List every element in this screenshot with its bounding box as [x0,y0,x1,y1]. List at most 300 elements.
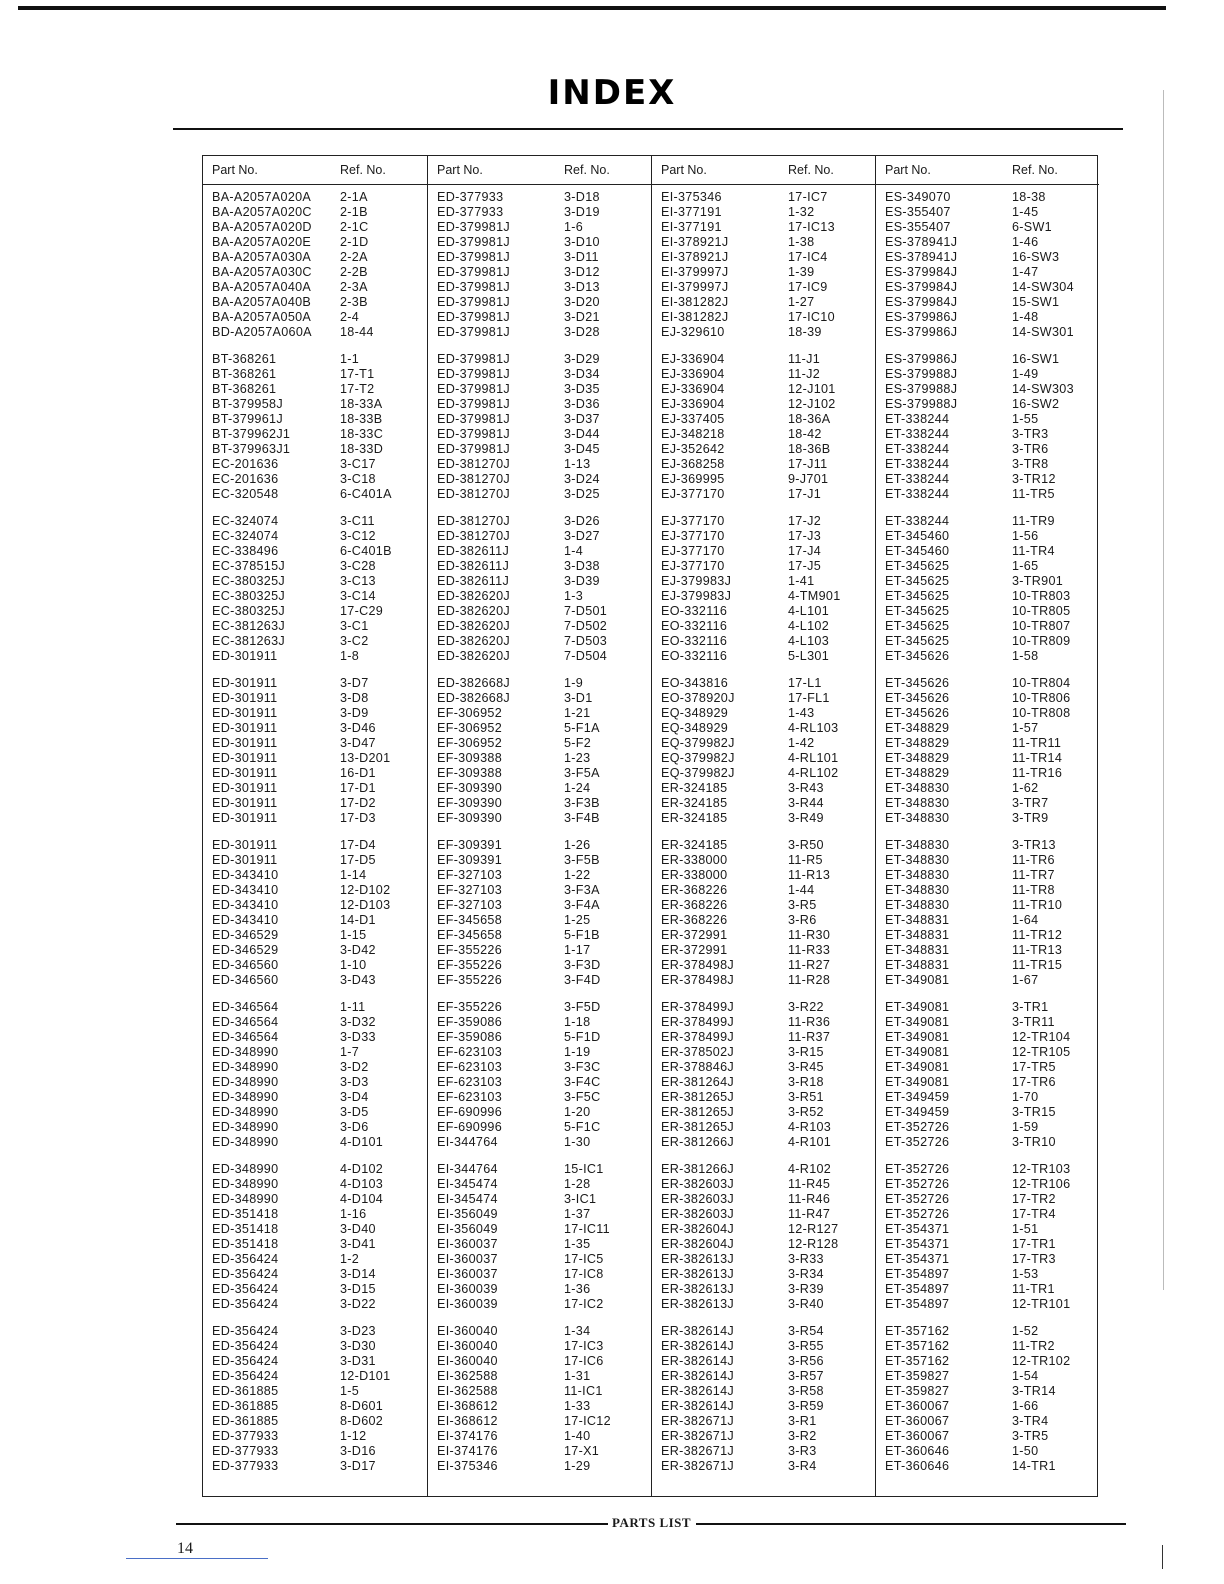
ref-number: 5-F1A [564,721,600,735]
part-number: EF-309390 [437,796,503,810]
part-number: EF-359086 [437,1015,503,1029]
ref-number: 2-2B [340,265,368,279]
ref-number: 16-D1 [340,766,376,780]
ref-number: 1-7 [340,1045,360,1059]
table-row [203,751,427,766]
table-row [203,250,427,265]
ref-number: 3-D8 [340,691,369,705]
column-header [428,156,651,185]
table-row [876,574,1099,589]
ref-number: 11-TR5 [1012,487,1055,501]
table-row [876,589,1099,604]
part-number: ED-381270J [437,472,511,486]
table-row [428,691,651,706]
table-row [652,1369,875,1384]
part-number: BA-A2057A030A [212,250,312,264]
table-row [652,736,875,751]
table-row [876,205,1099,220]
ref-number: 1-37 [564,1207,591,1221]
part-number: EO-343816 [661,676,729,690]
table-row [428,1045,651,1060]
ref-number: 3-D23 [340,1324,376,1338]
ref-number: 4-L101 [788,604,830,618]
table-row [428,676,651,691]
part-number: ED-381270J [437,529,511,543]
table-row [428,559,651,574]
table-row [652,250,875,265]
part-number: ET-348830 [885,811,950,825]
ref-number: 11-TR2 [1012,1339,1055,1353]
part-number: ES-355407 [885,205,951,219]
part-number: EI-362588 [437,1384,498,1398]
part-number: ER-378498J [661,958,735,972]
part-number: ER-382614J [661,1399,735,1413]
part-number: ET-354371 [885,1252,950,1266]
table-row [652,412,875,427]
ref-number: 3-D27 [564,529,600,543]
ref-number: 3-TR13 [1012,838,1056,852]
part-number: ER-338000 [661,868,728,882]
table-row [652,457,875,472]
ref-number: 3-R5 [788,898,817,912]
table-row [428,781,651,796]
ref-number: 18-42 [788,427,822,441]
ref-number: 3-R59 [788,1399,824,1413]
ref-number: 18-36B [788,442,831,456]
part-number: EI-378921J [661,250,729,264]
part-number: ET-348830 [885,898,950,912]
table-row [876,442,1099,457]
ref-number: 3-D35 [564,382,600,396]
part-number: ED-346529 [212,928,279,942]
part-number: ET-349081 [885,1075,950,1089]
part-number: ED-379981J [437,325,511,339]
table-row [203,1384,427,1399]
table-row [876,721,1099,736]
ref-number: 12-J102 [788,397,836,411]
ref-number: 17-IC9 [788,280,828,294]
part-no-header: Part No. [212,163,258,177]
part-number: EF-306952 [437,706,503,720]
table-row [203,811,427,826]
ref-number: 1-67 [1012,973,1039,987]
ref-number: 3-F4A [564,898,600,912]
ref-number: 6-C401B [340,544,392,558]
part-number: ET-338244 [885,487,950,501]
part-number: ED-379981J [437,367,511,381]
ref-number: 1-32 [788,205,815,219]
table-row [652,1090,875,1105]
table-row [428,250,651,265]
part-number: EF-309390 [437,781,503,795]
part-number: ES-379984J [885,265,958,279]
part-number: ED-382668J [437,676,511,690]
table-row [876,1000,1099,1015]
table-row [652,868,875,883]
table-row [652,397,875,412]
part-number: EF-306952 [437,721,503,735]
ref-number: 3-D22 [340,1297,376,1311]
table-row [203,1429,427,1444]
part-number: BA-A2057A030C [212,265,312,279]
part-number: BA-A2057A040B [212,295,312,309]
ref-number: 3-R40 [788,1297,824,1311]
part-number: ET-345460 [885,544,950,558]
part-number: ED-301911 [212,691,278,705]
table-row [876,751,1099,766]
table-row [203,838,427,853]
part-number: EQ-348929 [661,706,729,720]
ref-number: 11-TR1 [1012,1282,1055,1296]
part-number: ET-352726 [885,1162,950,1176]
part-number: ET-345625 [885,559,950,573]
ref-number: 17-D2 [340,796,376,810]
table-row [203,1120,427,1135]
table-row [876,913,1099,928]
part-number: EJ-369995 [661,472,725,486]
ref-number: 18-39 [788,325,822,339]
part-number: ED-356424 [212,1252,279,1266]
table-row [203,190,427,205]
part-number: ET-348829 [885,736,950,750]
ref-number: 3-R49 [788,811,824,825]
ref-number: 1-9 [564,676,584,690]
part-number: EC-378515J [212,559,286,573]
part-number: EJ-329610 [661,325,725,339]
table-row [876,1207,1099,1222]
part-number: EC-380325J [212,589,286,603]
part-number: EF-345658 [437,913,503,927]
ref-number: 1-54 [1012,1369,1039,1383]
ref-number: 2-1C [340,220,369,234]
ref-number: 3-F5B [564,853,600,867]
table-row [876,1324,1099,1339]
ref-number: 15-IC1 [564,1162,604,1176]
part-number: ED-382668J [437,691,511,705]
ref-number: 16-SW3 [1012,250,1060,264]
part-number: ED-379981J [437,280,511,294]
part-number: ET-354897 [885,1267,950,1281]
ref-number: 3-D25 [564,487,600,501]
ref-number: 14-SW303 [1012,382,1074,396]
part-number: EF-690996 [437,1120,503,1134]
ref-number: 1-27 [788,295,815,309]
part-number: ER-381266J [661,1135,735,1149]
part-number: ER-382614J [661,1354,735,1368]
part-number: BA-A2057A050A [212,310,312,324]
ref-number: 11-TR6 [1012,853,1055,867]
table-row [652,1354,875,1369]
ref-number: 3-C1 [340,619,369,633]
ref-number: 17-D4 [340,838,376,852]
margin-mark [1162,1545,1163,1569]
ref-number: 3-D15 [340,1282,376,1296]
table-row [428,457,651,472]
ref-number: 2-1B [340,205,368,219]
ref-number: 1-64 [1012,913,1039,927]
ref-number: 3-C17 [340,457,376,471]
part-number: ER-368226 [661,913,728,927]
ref-number: 4-R102 [788,1162,832,1176]
table-row [203,853,427,868]
ref-number: 3-D4 [340,1090,369,1104]
part-number: EI-378921J [661,235,729,249]
table-row [203,442,427,457]
ref-number: 3-R1 [788,1414,817,1428]
table-row [428,706,651,721]
ref-number: 3-F3C [564,1060,601,1074]
part-number: ED-356424 [212,1339,279,1353]
table-row [428,1399,651,1414]
part-number: BT-379963J1 [212,442,291,456]
part-number: EI-360037 [437,1267,498,1281]
part-no-header: Part No. [661,163,707,177]
table-row [652,487,875,502]
ref-number: 1-48 [1012,310,1039,324]
ref-no-header: Ref. No. [788,163,834,177]
table-row [652,514,875,529]
table-row [652,1060,875,1075]
table-row [876,1252,1099,1267]
part-number: ET-359827 [885,1384,950,1398]
part-number: EF-309388 [437,766,503,780]
table-row [203,796,427,811]
part-number: EC-320548 [212,487,279,501]
ref-number: 4-D102 [340,1162,384,1176]
ref-number: 1-25 [564,913,591,927]
ref-number: 14-SW301 [1012,325,1074,339]
table-row [203,487,427,502]
ref-number: 3-IC1 [564,1192,597,1206]
ref-number: 1-17 [564,943,591,957]
part-number: ED-356424 [212,1324,279,1338]
part-number: ET-349459 [885,1090,950,1104]
table-row [876,604,1099,619]
part-number: EF-355226 [437,1000,503,1014]
ref-number: 11-R5 [788,853,823,867]
ref-number: 3-C13 [340,574,376,588]
ref-number: 1-39 [788,265,815,279]
part-number: ED-348990 [212,1045,279,1059]
part-number: ER-372991 [661,943,728,957]
ref-number: 3-D14 [340,1267,376,1281]
part-number: ER-382671J [661,1459,735,1473]
table-row [203,1252,427,1267]
part-number: EF-345658 [437,928,503,942]
table-row [428,1339,651,1354]
table-row [203,1222,427,1237]
table-row [876,265,1099,280]
table-row [876,634,1099,649]
part-number: EF-355226 [437,958,503,972]
part-number: ET-348830 [885,796,950,810]
table-row [876,943,1099,958]
ref-number: 3-R4 [788,1459,817,1473]
table-row [203,604,427,619]
ref-number: 17-IC13 [788,220,835,234]
ref-number: 3-R52 [788,1105,824,1119]
part-number: EI-362588 [437,1369,498,1383]
part-number: ED-356424 [212,1297,279,1311]
table-row [876,1339,1099,1354]
ref-number: 17-T1 [340,367,375,381]
table-row [428,1000,651,1015]
table-row [203,295,427,310]
table-row [428,1207,651,1222]
part-number: EI-379997J [661,280,729,294]
ref-number: 4-R101 [788,1135,832,1149]
index-column-4 [875,156,1099,1496]
part-number: ET-348829 [885,721,950,735]
table-row [203,472,427,487]
part-number: ET-352726 [885,1192,950,1206]
part-number: ED-351418 [212,1222,279,1236]
part-number: ET-345626 [885,691,950,705]
table-row [203,649,427,664]
ref-number: 18-33A [340,397,383,411]
table-row [428,634,651,649]
part-number: EF-327103 [437,898,503,912]
table-row [203,736,427,751]
part-number: EF-309391 [437,838,503,852]
part-number: ET-349081 [885,1000,950,1014]
part-number: ER-338000 [661,853,728,867]
part-number: ET-349081 [885,973,950,987]
ref-number: 17-D3 [340,811,376,825]
table-row [203,913,427,928]
table-row [428,883,651,898]
ref-number: 3-D17 [340,1459,376,1473]
part-number: ER-324185 [661,838,728,852]
table-row [876,1297,1099,1312]
part-number: ER-324185 [661,781,728,795]
ref-number: 4-TM901 [788,589,841,603]
part-number: ET-345625 [885,634,950,648]
ref-number: 17-C29 [340,604,384,618]
part-number: ED-377933 [437,190,504,204]
ref-number: 3-F4D [564,973,601,987]
table-row [203,382,427,397]
ref-number: 1-10 [340,958,367,972]
part-number: ER-324185 [661,796,728,810]
part-no-header: Part No. [437,163,483,177]
part-number: EF-623103 [437,1060,503,1074]
table-row [428,190,651,205]
table-row [876,1105,1099,1120]
table-row [876,1429,1099,1444]
table-row [876,781,1099,796]
table-row [652,973,875,988]
ref-number: 3-C2 [340,634,369,648]
part-number: EF-306952 [437,736,503,750]
ref-number: 3-D10 [564,235,600,249]
part-number: EF-327103 [437,868,503,882]
table-row [876,973,1099,988]
part-number: ES-379986J [885,310,958,324]
ref-number: 3-F3B [564,796,600,810]
ref-number: 3-D29 [564,352,600,366]
ref-number: 9-J701 [788,472,829,486]
table-row [876,619,1099,634]
part-number: ED-348990 [212,1135,279,1149]
ref-number: 3-D44 [564,427,600,441]
table-row [203,1105,427,1120]
table-row [652,205,875,220]
part-number: EC-381263J [212,634,286,648]
part-number: ED-301911 [212,766,278,780]
part-number: ET-348830 [885,868,950,882]
ref-number: 17-IC7 [788,190,828,204]
part-number: ET-349081 [885,1060,950,1074]
table-row [428,1282,651,1297]
part-number: EJ-337405 [661,412,725,426]
ref-number: 10-TR808 [1012,706,1071,720]
table-row [652,853,875,868]
table-row [876,514,1099,529]
table-row [428,853,651,868]
part-number: ED-361885 [212,1384,279,1398]
ref-number: 11-R46 [788,1192,831,1206]
part-number: EJ-336904 [661,397,725,411]
table-row [203,634,427,649]
table-row [203,280,427,295]
table-row [652,913,875,928]
ref-number: 17-J2 [788,514,822,528]
ref-number: 17-IC3 [564,1339,604,1353]
table-row [203,1414,427,1429]
table-row [428,1105,651,1120]
ref-number: 4-RL101 [788,751,839,765]
ref-number: 17-TR5 [1012,1060,1056,1074]
part-number: EI-374176 [437,1429,498,1443]
ref-number: 10-TR807 [1012,619,1071,633]
ref-number: 3-TR9 [1012,811,1049,825]
ref-number: 17-FL1 [788,691,830,705]
ref-number: 3-R55 [788,1339,824,1353]
part-number: EC-380325J [212,574,286,588]
part-number: ED-379981J [437,295,511,309]
table-row [876,1177,1099,1192]
ref-number: 3-R44 [788,796,824,810]
part-number: ED-379981J [437,220,511,234]
table-row [652,1192,875,1207]
part-number: ED-301911 [212,751,278,765]
part-number: ED-381270J [437,487,511,501]
ref-number: 1-49 [1012,367,1039,381]
ref-number: 11-R47 [788,1207,831,1221]
part-number: ED-348990 [212,1177,279,1191]
part-number: ET-345625 [885,574,950,588]
part-number: ET-352726 [885,1207,950,1221]
ref-number: 3-D43 [340,973,376,987]
part-number: ER-378499J [661,1000,735,1014]
table-row [876,1414,1099,1429]
table-row [203,1162,427,1177]
part-number: BA-A2057A020A [212,190,312,204]
ref-number: 1-36 [564,1282,591,1296]
table-row [428,382,651,397]
table-row [203,676,427,691]
table-row [203,1339,427,1354]
part-number: ET-360067 [885,1399,950,1413]
table-row [203,1045,427,1060]
ref-number: 3-F3D [564,958,601,972]
part-number: ER-382604J [661,1222,735,1236]
ref-number: 3-TR7 [1012,796,1049,810]
part-number: ET-348829 [885,751,950,765]
part-number: ED-348990 [212,1075,279,1089]
table-row [203,1354,427,1369]
